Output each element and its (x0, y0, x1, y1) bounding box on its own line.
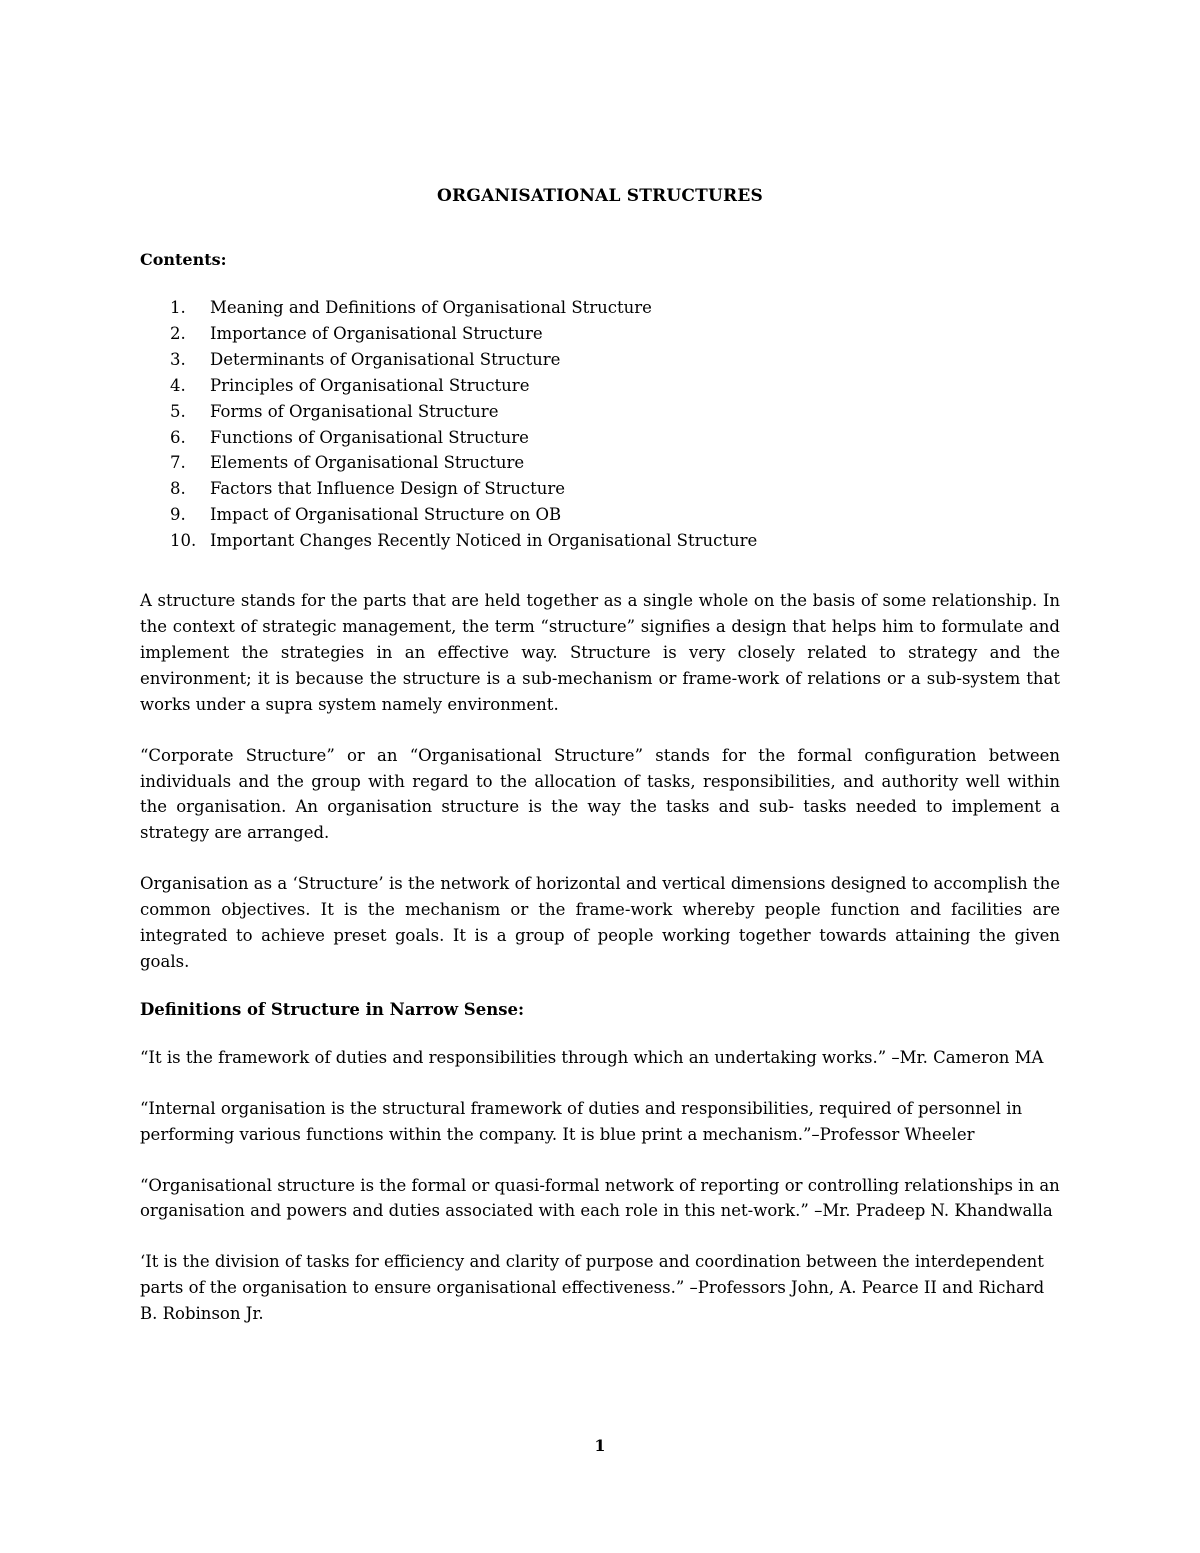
list-item-number: 1. (170, 298, 186, 317)
page-number: 1 (594, 1436, 606, 1455)
list-item-number: 4. (170, 375, 186, 395)
list-item-number: 8. (170, 479, 186, 499)
list-item (140, 425, 1060, 451)
list-item (140, 476, 1060, 502)
list-item-number: 6. (170, 427, 186, 447)
list-item (140, 399, 1060, 425)
list-item-text: Important Changes Recently Noticed in Organisational Structure (210, 531, 758, 551)
document-title: ORGANISATIONAL STRUCTURES (437, 186, 763, 206)
list-item (140, 321, 1060, 347)
section-heading: Definitions of Structure in Narrow Sense: (140, 999, 525, 1019)
body-paragraph: A structure stands for the parts that are held together as a single whole on the basis of some relationship. In the context of strategic management, the term “structure” signifies a design that helps him to formulate and implement the strategies in an effective way. Structure is very closely related to strategy and the environment; it is because the structure is a sub-mechanism or frame-work of relations or a sub-system that works under a supra system namely environment. (140, 591, 1060, 714)
body-paragraph: “Corporate Structure” or an “Organisational Structure” stands for the formal configuration between individuals and the group with regard to the allocation of tasks, responsibilities, and authority well within the organisation. An organisation structure is the way the tasks and sub- tasks needed to implement a strategy are arranged. (140, 745, 1060, 843)
definition-quote: “Organisational structure is the formal or quasi-formal network of reporting or controlling relationships in an organisation and powers and duties associated with each role in this net-work.” –Mr. Pradeep N. Khandwalla (140, 1175, 1060, 1221)
list-item (140, 347, 1060, 373)
list-item (140, 295, 1060, 321)
contents-heading: Contents: (140, 250, 227, 269)
document-page (140, 186, 1060, 1352)
list-item-text: Importance of Organisational Structure (210, 323, 543, 343)
list-item-number: 5. (170, 401, 186, 421)
list-item-number: 10. (170, 531, 197, 551)
body-paragraph: Organisation as a ‘Structure’ is the network of horizontal and vertical dimensions designed to accomplish the common objectives. It is the mechanism or the frame-work whereby people function and facilities are integrated to achieve preset goals. It is a group of people working together towards attaining the given goals. (140, 874, 1060, 971)
list-item-number: 2. (170, 323, 186, 343)
list-item (140, 450, 1060, 476)
definition-quote: “Internal organisation is the structural framework of duties and responsibilities, required of personnel in performing various functions within the company. It is blue print a mechanism.”–Professor Wheeler (140, 1098, 1023, 1144)
list-item-text: Impact of Organisational Structure on OB (210, 505, 562, 525)
list-item-number: 3. (170, 349, 186, 369)
list-item-text: Elements of Organisational Structure (210, 453, 525, 473)
list-item-text: Factors that Influence Design of Structure (210, 479, 566, 499)
list-item-text: Determinants of Organisational Structure (210, 349, 561, 369)
definition-quote: “It is the framework of duties and responsibilities through which an undertaking works.” –Mr. Cameron MA (140, 1047, 1044, 1067)
contents-list (140, 295, 1060, 554)
list-item-number: 7. (170, 453, 186, 473)
definition-quote: ‘It is the division of tasks for efficiency and clarity of purpose and coordination between the interdependent parts of the organisation to ensure organisational effectiveness.” –Professors John, A. Pearce II and Richard B. Robinson Jr. (140, 1252, 1045, 1324)
list-item (140, 502, 1060, 528)
list-item (140, 373, 1060, 399)
list-item-text: Meaning and Definitions of Organisational Structure (210, 298, 652, 317)
list-item-text: Forms of Organisational Structure (210, 401, 499, 421)
list-item-text: Functions of Organisational Structure (210, 427, 529, 447)
list-item-number: 9. (170, 505, 186, 525)
list-item (140, 528, 1060, 554)
list-item-text: Principles of Organisational Structure (210, 375, 530, 395)
